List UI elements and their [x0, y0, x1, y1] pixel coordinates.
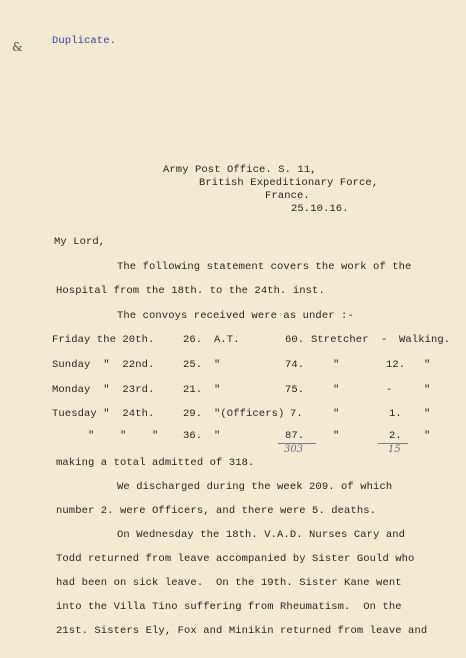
- convoy-type: ": [214, 359, 221, 371]
- salutation: My Lord,: [54, 236, 106, 248]
- convoy-type: ": [214, 430, 221, 442]
- convoy-num: 29.: [183, 408, 203, 420]
- convoy-stretcher: 75.: [285, 384, 305, 396]
- handwritten-total-stretcher: 303: [284, 444, 304, 455]
- letter-date: 25.10.16.: [291, 203, 349, 215]
- intro-line-2: Hospital from the 18th. to the 24th. inst.: [56, 285, 325, 297]
- para2-line-1: We discharged during the week 209. of which: [117, 481, 393, 493]
- convoy-type: "(Officers): [214, 408, 285, 420]
- convoy-num: 25.: [183, 359, 203, 371]
- total-line: making a total admitted of 318.: [56, 457, 255, 469]
- convoy-num: 21.: [183, 384, 203, 396]
- convoy-stretcher-label: ": [333, 408, 340, 420]
- convoy-num: 36.: [183, 430, 203, 442]
- convoy-walking-ditto: ": [424, 408, 431, 420]
- margin-mark: &: [12, 40, 23, 54]
- convoy-walking-ditto: ": [424, 430, 431, 442]
- convoy-stretcher-label: ": [333, 384, 340, 396]
- convoy-type: A.T.: [214, 334, 240, 346]
- duplicate-tag: Duplicate.: [52, 35, 117, 47]
- convoy-walking: 1.: [389, 408, 402, 420]
- convoy-stretcher: 60.: [285, 334, 305, 346]
- para2-line-2: number 2. were Officers, and there were 5. deaths.: [56, 505, 377, 517]
- convoy-day: Friday the 20th.: [52, 334, 155, 346]
- para3-line-2: Todd returned from leave accompanied by Sister Gould who: [56, 553, 415, 565]
- convoy-walking: Walking.: [399, 334, 451, 346]
- convoy-walking: 2.: [389, 430, 402, 442]
- convoy-stretcher: 87.: [285, 430, 305, 442]
- convoy-stretcher-label: ": [333, 359, 340, 371]
- convoy-walking: 12.: [386, 359, 406, 371]
- para3-line-1: On Wednesday the 18th. V.A.D. Nurses Cary and: [117, 529, 406, 541]
- address-line-2: British Expeditionary Force,: [199, 177, 379, 189]
- handwritten-total-walking: 15: [388, 444, 401, 455]
- address-line-1: Army Post Office. S. 11,: [163, 164, 317, 176]
- convoy-stretcher: 74.: [285, 359, 305, 371]
- convoy-day: Sunday " 22nd.: [52, 359, 155, 371]
- convoy-dash: -: [381, 334, 388, 346]
- convoy-walking-ditto: ": [424, 359, 431, 371]
- para3-line-5: 21st. Sisters Ely, Fox and Minikin returned from leave and: [56, 625, 428, 637]
- convoy-stretcher-label: Stretcher: [311, 334, 369, 346]
- convoy-type: ": [214, 384, 221, 396]
- convoy-intro: The convoys received were as under :-: [117, 310, 354, 322]
- intro-line-1: The following statement covers the work of the: [117, 261, 412, 273]
- convoy-day: " " ": [88, 430, 159, 442]
- convoy-day: Tuesday " 24th.: [52, 408, 155, 420]
- convoy-stretcher-label: ": [333, 430, 340, 442]
- convoy-day: Monday " 23rd.: [52, 384, 155, 396]
- para3-line-3: had been on sick leave. On the 19th. Sister Kane went: [56, 577, 402, 589]
- para3-line-4: into the Villa Tino suffering from Rheumatism. On the: [56, 601, 402, 613]
- convoy-walking-ditto: ": [424, 384, 431, 396]
- convoy-stretcher: 7.: [290, 408, 303, 420]
- convoy-num: 26.: [183, 334, 203, 346]
- convoy-walking: -: [386, 384, 393, 396]
- address-line-3: France.: [265, 190, 310, 202]
